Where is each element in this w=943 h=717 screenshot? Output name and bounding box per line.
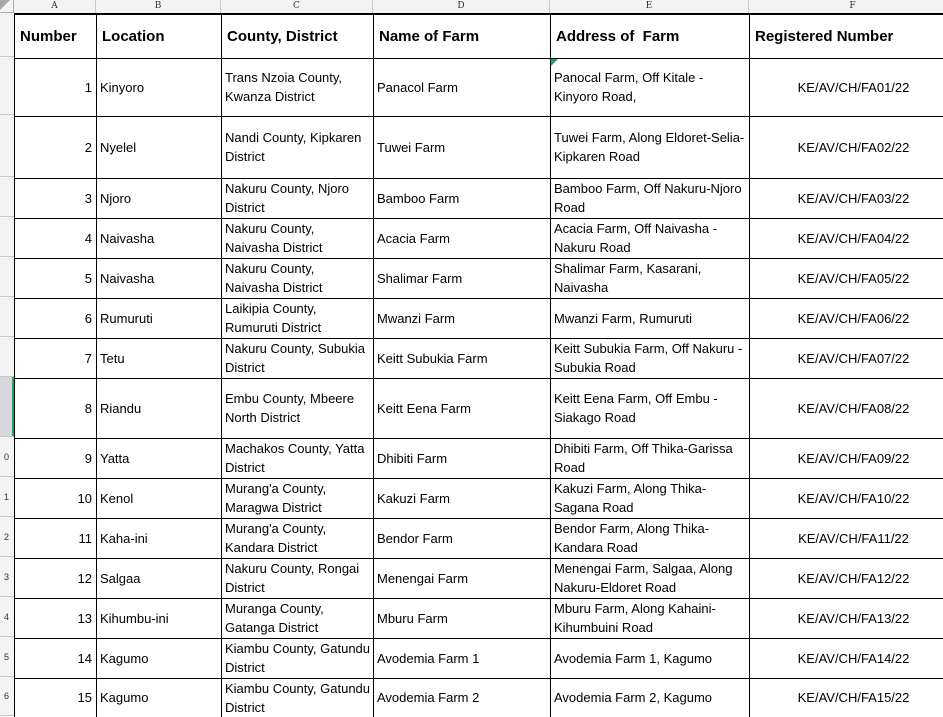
cell-address[interactable]: Kakuzi Farm, Along Thika-Sagana Road: [551, 478, 750, 518]
cell-number[interactable]: 4: [15, 218, 97, 258]
table-row: [15, 558, 943, 598]
farms-table: [14, 13, 943, 717]
cell-number[interactable]: 14: [15, 638, 97, 678]
cell-county[interactable]: Nakuru County, Njoro District: [222, 178, 374, 218]
cell-county[interactable]: Muranga County, Gatanga District: [222, 598, 374, 638]
cell-name[interactable]: Bamboo Farm: [374, 178, 551, 218]
table-row: [15, 298, 943, 338]
cell-county[interactable]: Embu County, Mbeere North District: [222, 378, 374, 438]
cell-registered[interactable]: KE/AV/CH/FA15/22: [750, 678, 943, 717]
header-cell-registered[interactable]: Registered Number: [750, 14, 943, 58]
column-header-e[interactable]: E: [550, 0, 749, 13]
cell-registered[interactable]: KE/AV/CH/FA10/22: [750, 478, 943, 518]
column-header-c[interactable]: C: [221, 0, 373, 13]
table-row: [15, 116, 943, 178]
cell-name[interactable]: Avodemia Farm 1: [374, 638, 551, 678]
row-header-14[interactable]: 4: [0, 597, 14, 637]
cell-address[interactable]: Avodemia Farm 2, Kagumo: [551, 678, 750, 717]
cell-number[interactable]: 8: [15, 378, 97, 438]
row-header-16[interactable]: 6: [0, 677, 14, 716]
cell-location[interactable]: Nyelel: [97, 116, 222, 178]
cell-registered[interactable]: KE/AV/CH/FA04/22: [750, 218, 943, 258]
row-header-5[interactable]: [0, 217, 14, 257]
column-header-strip: [14, 0, 943, 13]
cell-address[interactable]: Bamboo Farm, Off Nakuru-Njoro Road: [551, 178, 750, 218]
row-header-11[interactable]: 1: [0, 477, 14, 517]
select-all-corner[interactable]: [0, 0, 14, 13]
cell-location[interactable]: Njoro: [97, 178, 222, 218]
table-row: [15, 478, 943, 518]
cell-county[interactable]: Nakuru County, Subukia District: [222, 338, 374, 378]
cell-county[interactable]: Laikipia County, Rumuruti District: [222, 298, 374, 338]
cell-name[interactable]: Keitt Subukia Farm: [374, 338, 551, 378]
row-header-12[interactable]: 2: [0, 517, 14, 557]
cell-name[interactable]: Shalimar Farm: [374, 258, 551, 298]
cell-location[interactable]: Kaha-ini: [97, 518, 222, 558]
cell-name[interactable]: Avodemia Farm 2: [374, 678, 551, 717]
row-header-4[interactable]: [0, 177, 14, 217]
cell-number[interactable]: 11: [15, 518, 97, 558]
cell-county[interactable]: Nandi County, Kipkaren District: [222, 116, 374, 178]
table-row: [15, 678, 943, 717]
cell-county[interactable]: Trans Nzoia County, Kwanza District: [222, 58, 374, 116]
cell-address[interactable]: Dhibiti Farm, Off Thika-Garissa Road: [551, 438, 750, 478]
cell-county[interactable]: Machakos County, Yatta District: [222, 438, 374, 478]
cell-address[interactable]: Avodemia Farm 1, Kagumo: [551, 638, 750, 678]
cell-location[interactable]: Kinyoro: [97, 58, 222, 116]
header-cell-county[interactable]: County, District: [222, 14, 374, 58]
table-row: [15, 218, 943, 258]
cell-number[interactable]: 1: [15, 58, 97, 116]
cell-registered[interactable]: KE/AV/CH/FA13/22: [750, 598, 943, 638]
row-header-6[interactable]: [0, 257, 14, 297]
cell-registered[interactable]: KE/AV/CH/FA05/22: [750, 258, 943, 298]
cell-name[interactable]: Mwanzi Farm: [374, 298, 551, 338]
column-header-b[interactable]: B: [96, 0, 221, 13]
cell-name[interactable]: Dhibiti Farm: [374, 438, 551, 478]
cell-location[interactable]: Riandu: [97, 378, 222, 438]
cell-address[interactable]: Tuwei Farm, Along Eldoret-Selia-Kipkaren Road: [551, 116, 750, 178]
cell-location[interactable]: Tetu: [97, 338, 222, 378]
cell-registered[interactable]: KE/AV/CH/FA07/22: [750, 338, 943, 378]
cell-county[interactable]: Kiambu County, Gatundu District: [222, 678, 374, 717]
cell-name[interactable]: Menengai Farm: [374, 558, 551, 598]
row-header-9-selected[interactable]: [0, 377, 14, 437]
table-row: [15, 598, 943, 638]
cell-registered[interactable]: KE/AV/CH/FA09/22: [750, 438, 943, 478]
row-header-13[interactable]: 3: [0, 557, 14, 597]
cell-county[interactable]: Murang'a County, Kandara District: [222, 518, 374, 558]
cell-name[interactable]: Bendor Farm: [374, 518, 551, 558]
cell-location[interactable]: Naivasha: [97, 218, 222, 258]
table-row: [15, 178, 943, 218]
cell-address[interactable]: Bendor Farm, Along Thika-Kandara Road: [551, 518, 750, 558]
table-row: [15, 518, 943, 558]
cell-number[interactable]: 3: [15, 178, 97, 218]
cell-address[interactable]: Keitt Subukia Farm, Off Nakuru -Subukia Road: [551, 338, 750, 378]
cell-number[interactable]: 5: [15, 258, 97, 298]
cell-registered[interactable]: KE/AV/CH/FA11/22: [750, 518, 943, 558]
cell-location[interactable]: Salgaa: [97, 558, 222, 598]
table-row: [15, 378, 943, 438]
column-header-f[interactable]: F: [749, 0, 943, 13]
row-header-15[interactable]: 5: [0, 637, 14, 677]
cell-registered[interactable]: KE/AV/CH/FA01/22: [750, 58, 943, 116]
cell-registered[interactable]: KE/AV/CH/FA14/22: [750, 638, 943, 678]
cell-number[interactable]: 7: [15, 338, 97, 378]
cell-name[interactable]: Panacol Farm: [374, 58, 551, 116]
cell-location[interactable]: Kagumo: [97, 678, 222, 717]
cell-number[interactable]: 2: [15, 116, 97, 178]
cell-county[interactable]: Kiambu County, Gatundu District: [222, 638, 374, 678]
table-row: [15, 638, 943, 678]
row-header-3[interactable]: [0, 115, 14, 177]
cell-registered[interactable]: KE/AV/CH/FA12/22: [750, 558, 943, 598]
cell-number[interactable]: 12: [15, 558, 97, 598]
cell-county[interactable]: Nakuru County, Naivasha District: [222, 258, 374, 298]
cell-number[interactable]: 13: [15, 598, 97, 638]
table-row: [15, 58, 943, 116]
cell-number[interactable]: 6: [15, 298, 97, 338]
cell-location[interactable]: Kagumo: [97, 638, 222, 678]
cell-county[interactable]: Nakuru County, Rongai District: [222, 558, 374, 598]
cell-address[interactable]: Mwanzi Farm, Rumuruti: [551, 298, 750, 338]
row-header-1[interactable]: [0, 13, 14, 57]
cell-address-text: Panocal Farm, Off Kitale - Kinyoro Road,: [554, 70, 704, 104]
table-row: [15, 258, 943, 298]
cell-location[interactable]: Kihumbu-ini: [97, 598, 222, 638]
table-row: [15, 338, 943, 378]
table-row: [15, 438, 943, 478]
cell-name[interactable]: Acacia Farm: [374, 218, 551, 258]
cell-name[interactable]: Keitt Eena Farm: [374, 378, 551, 438]
cell-number[interactable]: 9: [15, 438, 97, 478]
cell-name[interactable]: Kakuzi Farm: [374, 478, 551, 518]
cell-location[interactable]: Rumuruti: [97, 298, 222, 338]
cell-name[interactable]: Tuwei Farm: [374, 116, 551, 178]
header-cell-name[interactable]: Name of Farm: [374, 14, 551, 58]
cell-address[interactable]: Keitt Eena Farm, Off Embu -Siakago Road: [551, 378, 750, 438]
cell-number[interactable]: 15: [15, 678, 97, 717]
cell-county[interactable]: Nakuru County, Naivasha District: [222, 218, 374, 258]
cell-address[interactable]: Menengai Farm, Salgaa, Along Nakuru-Eldoret Road: [551, 558, 750, 598]
cell-address[interactable]: Acacia Farm, Off Naivasha -Nakuru Road: [551, 218, 750, 258]
cell-location[interactable]: Yatta: [97, 438, 222, 478]
row-header-strip: [0, 13, 14, 716]
row-header-8[interactable]: [0, 337, 14, 377]
header-cell-number[interactable]: Number: [15, 14, 97, 58]
cell-registered[interactable]: KE/AV/CH/FA03/22: [750, 178, 943, 218]
cell-location[interactable]: Kenol: [97, 478, 222, 518]
cell-county[interactable]: Murang'a County, Maragwa District: [222, 478, 374, 518]
error-flag-icon: [551, 59, 558, 66]
cell-registered[interactable]: KE/AV/CH/FA02/22: [750, 116, 943, 178]
column-header-d[interactable]: D: [373, 0, 550, 13]
header-cell-location[interactable]: Location: [97, 14, 222, 58]
cell-address[interactable]: Mburu Farm, Along Kahaini-Kihumbuini Road: [551, 598, 750, 638]
cell-address[interactable]: [551, 58, 750, 116]
row-header-2[interactable]: [0, 57, 14, 115]
cell-number[interactable]: 10: [15, 478, 97, 518]
row-header-7[interactable]: [0, 297, 14, 337]
cell-location[interactable]: Naivasha: [97, 258, 222, 298]
header-cell-address[interactable]: Address of Farm: [551, 14, 750, 58]
cell-name[interactable]: Mburu Farm: [374, 598, 551, 638]
cell-address[interactable]: Shalimar Farm, Kasarani, Naivasha: [551, 258, 750, 298]
row-header-10[interactable]: 0: [0, 437, 14, 477]
cell-registered[interactable]: KE/AV/CH/FA08/22: [750, 378, 943, 438]
cell-registered[interactable]: KE/AV/CH/FA06/22: [750, 298, 943, 338]
table-header-row: [15, 14, 943, 58]
select-all-triangle-icon: [0, 0, 10, 10]
column-header-a[interactable]: A: [14, 0, 96, 13]
